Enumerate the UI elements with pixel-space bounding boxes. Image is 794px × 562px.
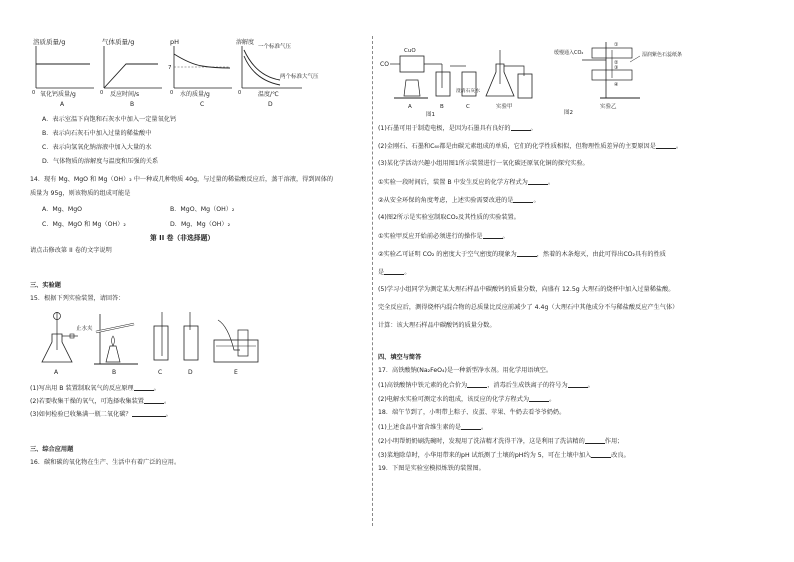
q16-line-10: (5)学习小组同学为测定某大理石样品中碳酸钙的质量分数，向盛有 12.5g 大理石的烧杯中加入过量稀盐酸。 [378,286,675,293]
q13-option-c: C．表示向氢氧化钠溶液中加入大量的水 [42,144,152,151]
q16-line-8: ②实验乙可证明 CO₂ 的密度大于空气密度的现象为 ，然着的木条熄灭，由此可得出CO₂具有的性质 [378,251,666,258]
circle-3: ③ [614,65,619,71]
apparatus-e [214,320,258,376]
graph-d [236,38,319,108]
apparatus-b [94,314,138,376]
q15-line-2: (2)若要收集干燥的氧气，可选择收集装置 。 [30,398,171,405]
apparatus-letter-d: D [188,369,193,376]
apparatus-letter-a: A [54,369,59,376]
graph-a-ylabel: 溶质质量/g [33,38,66,46]
q16-line-1: (1)石墨可用于制造电极，是因为石墨具有良好的 。 [378,125,537,132]
q16-line-3: (3)某化学活动兴趣小组用图1所示装置进行一氧化碳还原氧化铜的探究实验。 [378,160,589,167]
circle-2: ② [614,60,619,66]
q17-line-2: (2)电解水实验可测定水的组成，该反应的化学方程式为 。 [378,396,556,403]
answer-blank[interactable] [511,124,531,131]
svg-text:0: 0 [170,90,174,96]
answer-blank[interactable] [656,142,676,149]
svg-text:0: 0 [238,90,242,96]
q15-stem: 15．根据下列实验装置，请回答： [30,295,125,302]
exp-a-caption: 实验甲 [496,104,513,110]
graph-d-curve1: 一个标准气压 [258,44,292,50]
graphs-row [30,36,370,108]
answer-blank[interactable] [384,268,404,275]
graph-c-tick: 7 [168,65,172,71]
graph-c-xlabel: 水的质量/g [180,91,210,98]
circle-4: ④ [614,82,619,88]
q13-option-a: A．表示室温下向饱和石灰水中加入一定量氧化钙 [42,116,177,123]
figure-exp-a [486,50,532,110]
apparatus-letter-e: E [234,369,238,376]
q17-stem: 17．高铁酸钠(Na₂FeO₄)是一种新型净水剂。用化学用语填空。 [378,367,553,374]
graph-c-ylabel: pH [170,38,180,46]
apparatus-a [42,312,93,376]
graph-c-letter: C [200,101,205,108]
graph-a-xlabel: 氧化钙质量/g [40,91,76,98]
q14-option-c: C．Mg、MgO 和 Mg（OH）₂ [42,221,126,228]
fig1-letter-c: C [466,104,470,110]
graph-b-xlabel: 反应时间/s [110,91,140,98]
co-label: CO [380,61,389,68]
q14-option-a: A．Mg、MgO [42,206,83,213]
figure-exp-b [554,42,682,116]
fig1-caption: 图1 [426,112,435,118]
q19-stem: 19．下图是实验室模拟炼铁的装置图。 [378,465,485,472]
graph-b [100,37,162,108]
answer-blank[interactable] [144,397,164,404]
exp-b-caption: 实验乙 [600,104,617,110]
q18-line-3: (3)菜地除草时，小华用带来的pH 试纸测了土壤的pH约为 5，可在土壤中加入 改良。 [378,452,630,459]
answer-blank[interactable] [529,395,549,402]
graph-d-ylabel: 溶解度 [236,39,255,46]
fig2-caption: 图2 [564,110,573,116]
q16-line-6: (4)图2所示是实验室制取CO₂及其性质的实验装置。 [378,214,520,221]
graph-d-xlabel: 温度/℃ [258,91,279,98]
circle-1: ① [614,42,619,48]
svg-text:0: 0 [100,90,104,96]
section-experiment: 三、实验题 [30,282,61,289]
q15-line-3: (3)如何检验已收集满一瓶二氧化碳？ 。 [30,411,172,418]
lime-water-label: 澄清石灰水 [456,89,480,94]
q14-option-b: B．MgO、Mg（OH）₂ [170,206,235,213]
graph-c [168,38,232,108]
section-fill-in: 四、填空与简答 [378,354,422,361]
litmus-label: 湿润紫色石蕊纸条 [642,52,683,58]
graph-d-curve2: 两个标准大气压 [280,74,319,80]
answer-blank[interactable] [591,451,611,458]
section-comprehensive: 三、综合应用题 [30,446,74,453]
part2-note: 请点击修改第 II 卷的文字说明 [30,247,112,254]
answer-blank[interactable] [568,381,588,388]
apparatus-letter-b: B [112,369,117,376]
q14-stem-2: 质量为 95g，则该物质的组成可能是 [30,190,131,197]
q16-line-4: ①实验一段时间后，装置 B 中发生反应的化学方程式为 。 [378,179,555,186]
q17-line-1: (1)高铁酸钠中铁元素的化合价为 ，消毒后生成铁离子的符号为 。 [378,382,594,389]
answer-blank[interactable] [461,423,481,430]
q16-line-5: ②从安全环保的角度考虑，上述实验需要改进的是 。 [378,197,540,204]
column-divider [372,36,373,526]
q18-stem: 18．端午节到了，小明带上粽子、皮蛋、苹果、牛奶去看爷爷奶奶。 [378,409,566,416]
svg-text:0: 0 [32,90,36,96]
figure-1 [380,48,480,118]
q16-line-9: 是 。 [378,269,411,276]
slow-co2-label: 缓慢通入CO₂ [554,50,584,56]
fig1-letter-b: B [440,104,444,110]
q13-option-d: D．气体物质的溶解度与温度和压强的关系 [42,158,159,165]
graph-a-letter: A [60,101,65,108]
graph-b-letter: B [130,101,135,108]
q15-apparatus [38,306,268,378]
fig1-letter-a: A [408,104,412,110]
q16-line-2: (2)金刚石、石墨和C₆₀都是由碳元素组成的单质，它们的化学性质相似，但物理性质差异的主要原因是 。 [378,143,683,150]
cuo-label: CuO [404,48,416,54]
answer-blank[interactable] [483,232,503,239]
answer-blank[interactable] [528,178,548,185]
q15-line-1: (1)写出用 B 装置制取氧气的反应原理 。 [30,385,160,392]
q13-option-b: B．表示向石灰石中加入过量的稀盐酸中 [42,130,152,137]
answer-blank[interactable] [517,250,537,257]
q14-stem-1: 14．现有 Mg、MgO 和 Mg（OH）₂ 中一种或几种物质 40g，与过量的稀盐酸反应后，蒸干溶液，得到固体的 [30,176,334,183]
apparatus-letter-c: C [158,369,163,376]
apparatus-d [184,312,198,376]
q16-stem: 16．碳和碳的氧化物在生产、生活中有着广泛的应用。 [30,459,181,466]
q14-option-d: D．Mg、Mg（OH）₂ [170,221,231,228]
answer-blank[interactable] [467,381,487,388]
q16-line-7: ①实验甲反应开始前必须进行的操作是 。 [378,233,509,240]
answer-blank[interactable] [585,437,605,444]
q16-line-12: 计算：该大理石样品中碳酸钙的质量分数。 [378,322,496,329]
graph-d-letter: D [268,101,273,108]
q18-line-2: (2)小明帮奶奶刷洗碗时，发现用了洗洁精才洗得干净，这是利用了洗洁精的 作用； [378,438,624,445]
clip-label: 止水夹 [76,326,93,332]
apparatus-c [154,312,168,376]
q16-figures [378,36,770,118]
graph-a [32,37,94,108]
answer-blank[interactable] [132,410,166,417]
answer-blank[interactable] [513,196,533,203]
q16-line-11: 完全反应后，测得烧杯内混合物的总质量比反应前减少了 4.4g（大理石中其他成分不与稀盐酸反应产生气体） [378,304,679,311]
q18-line-1: (1)上述食品中富含维生素的是 。 [378,424,488,431]
answer-blank[interactable] [134,384,154,391]
part2-title: 第 II 卷（非选择题） [150,234,215,242]
graph-b-ylabel: 气体质量/g [102,38,135,46]
